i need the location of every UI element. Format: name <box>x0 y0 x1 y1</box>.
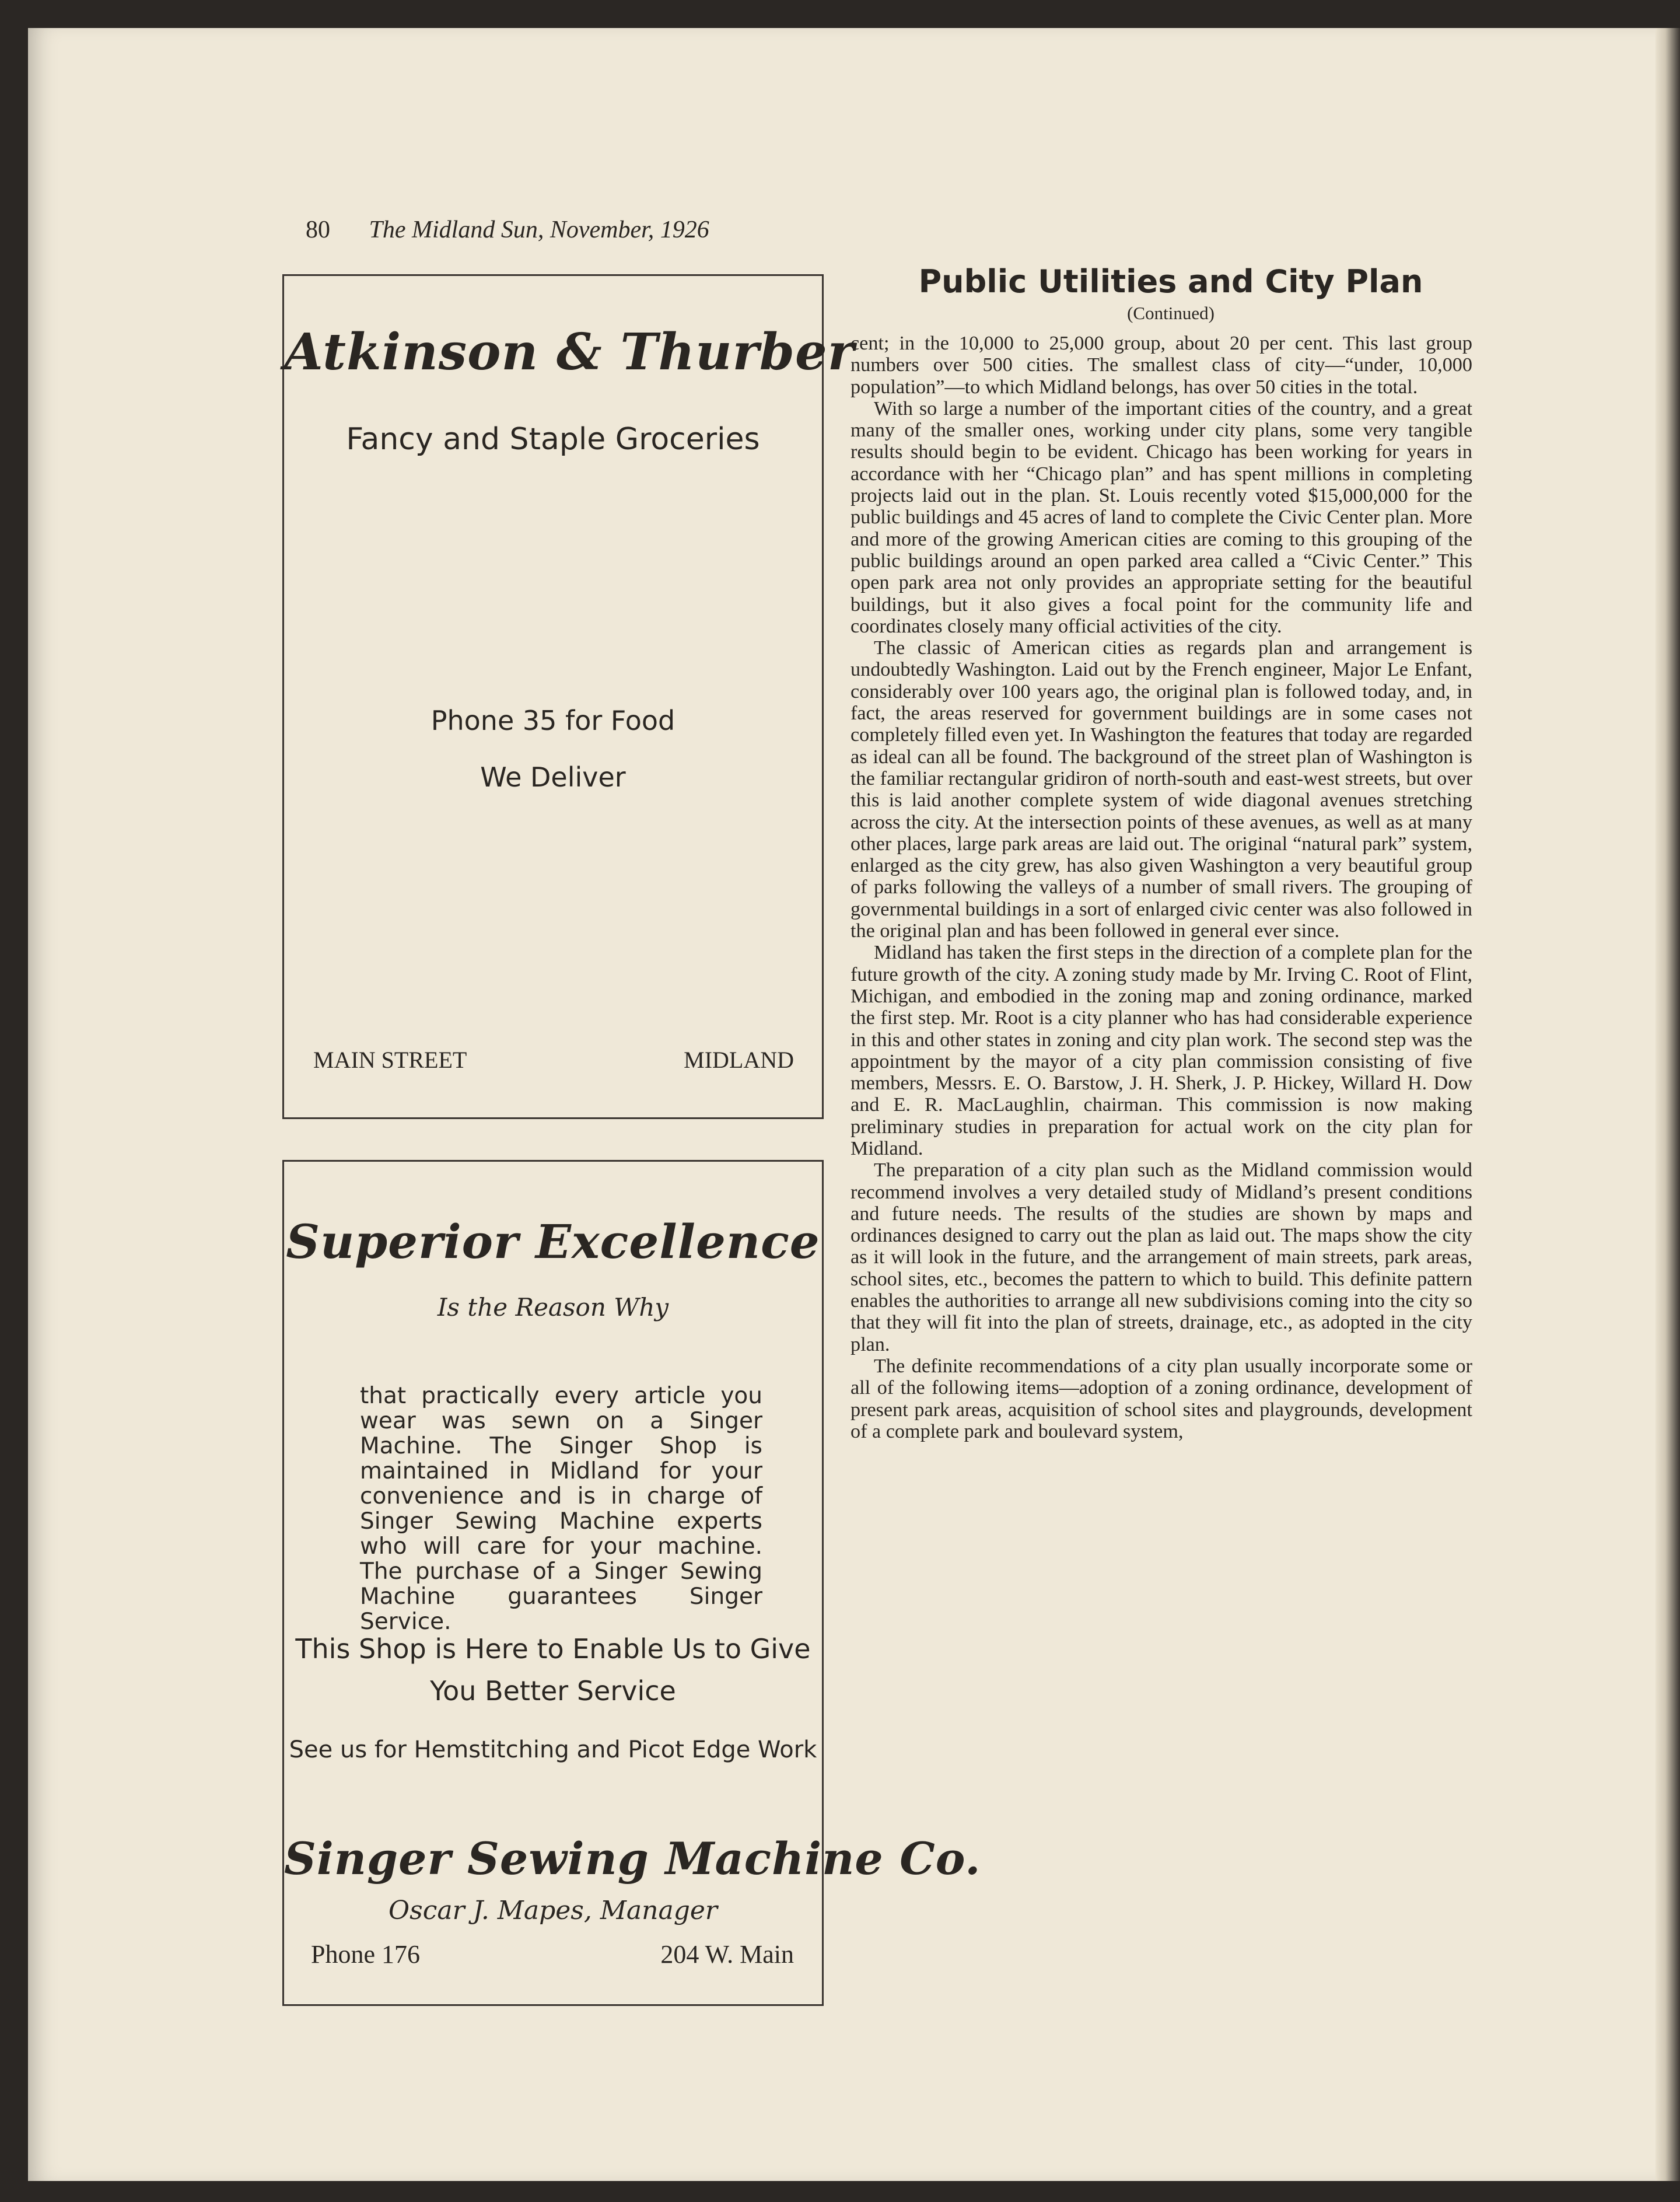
page-edge <box>1656 28 1680 2181</box>
ad-headline: Superior Excellence <box>286 1214 820 1269</box>
ad-street: MAIN STREET <box>313 1047 467 1073</box>
article-paragraph: The definite recommendations of a city plan usually incorporate some or all of the following items—adoption of a zoning ordinance, development of present park areas, acquisition of school sites and playgrounds, development of a complete park and boulevard system, <box>850 1355 1472 1442</box>
ad-phone: Phone 176 <box>311 1940 420 1969</box>
page-number: 80 <box>306 216 330 243</box>
article-paragraph: cent; in the 10,000 to 25,000 group, about 20 per cent. This last group numbers over 500 cities. The smallest class of city—“under, 10,000 population”—to which Midland belongs, has over 50 cities in the total. <box>850 333 1472 398</box>
ad-body-text: that practically every article you wear was sewn on a Singer Machine. The Singer Shop is maintained in Midland for your convenience and is in charge of Singer Sewing Machine experts who will care for your machine. The purchase of a Singer Sewing Machine guarantees Singer Service. <box>360 1383 762 1635</box>
ad-phone-line: Phone 35 for Food <box>430 705 676 736</box>
article-paragraph: Midland has taken the first steps in the direction of a complete plan for the future growth of the city. A zoning study made by Mr. Irving C. Root of Flint, Michigan, and embodied in the zoning map and zoning ordinance, marked the first step. Mr. Root is a city planner who has had considerable experience in this and other states in zoning and city plan work. The second step was the appointment by the mayor of a city plan commission consisting of five members, Messrs. E. O. Barstow, J. H. Sherk, J. P. Hickey, Willard H. Dow and E. R. MacLaughlin, chairman. This commission is now making preliminary studies in preparation for actual work on the city plan for Midland. <box>850 942 1472 1159</box>
ad-address: 204 W. Main <box>660 1940 794 1969</box>
ad-service-line-1: This Shop is Here to Enable Us to Give <box>295 1633 811 1665</box>
magazine-page <box>28 28 1656 2181</box>
publication-title: The Midland Sun, November, 1926 <box>369 216 709 243</box>
ad-subhead: Is the Reason Why <box>437 1293 669 1322</box>
ad-hemstitching-line: See us for Hemstitching and Picot Edge Work <box>289 1736 817 1763</box>
ad-service-line-2: You Better Service <box>430 1675 676 1707</box>
ad-company-name: Singer Sewing Machine Co. <box>284 1833 981 1885</box>
article-paragraph: The classic of American cities as regards plan and arrangement is undoubtedly Washington. Laid out by the French engineer, Major Le Enfant, considerably over 100 years ago, the original plan is followed today, and, in fact, the areas reserved for government buildings are in some cases not completely filled even yet. In Washington the features that today are regarded as ideal can all be found. The background of the street plan of Washington is the familiar rectangular gridiron of north-south and east-west streets, but over this is laid another complete system of wide diagonal avenues stretching across the city. At the intersection points of these avenues, as well as at many other places, large park areas are laid out. The original “natural park” system, enlarged as the city grew, has also given Washington a very beautiful group of parks following the valleys of a number of small rivers. The grouping of governmental buildings in a sort of enlarged civic center was also followed in the original plan and has been followed in general ever since. <box>850 637 1472 942</box>
singer-ad <box>282 1160 981 2006</box>
running-head <box>306 216 709 244</box>
article-title: Public Utilities and City Plan <box>918 263 1423 300</box>
article-paragraph: The preparation of a city plan such as the Midland commission would recommend involves a very detailed study of Midland’s present conditions and future needs. The results of the studies are shown by maps and ordinances designed to carry out the plan as laid out. The maps show the city as it will look in the future, and the arrangement of main streets, park areas, school sites, etc., becomes the pattern to which to build. This definite pattern enables the authorities to arrange all new subdivisions coming into the city so that they will fit into the plan of streets, drainage, etc., as adopted in the city plan. <box>850 1159 1472 1355</box>
article-continued: (Continued) <box>1127 303 1214 323</box>
ad-city: MIDLAND <box>684 1047 794 1073</box>
ad-deliver-line: We Deliver <box>480 761 626 793</box>
ad-business-name: Atkinson & Thurber <box>284 323 855 382</box>
ad-manager: Oscar J. Mapes, Manager <box>388 1896 718 1925</box>
atkinson-thurber-ad <box>282 274 855 1119</box>
article-body <box>850 333 1472 1442</box>
article-paragraph: With so large a number of the important cities of the country, and a great many of the smaller ones, working under city plans, some very tangible results should begin to be evident. Chicago has been working for years in accordance with her “Chicago plan” and has spent millions in completing projects laid out in the plan. St. Louis recently voted $15,000,000 for the public buildings and 45 acres of land to complete the Civic Center plan. More and more of the growing American cities are coming to this grouping of the public buildings around an open parked area called a “Civic Center.” This open park area not only provides an appropriate setting for the beautiful buildings, but it also gives a focal point for the community life and coordinates closely many official activities of the city. <box>850 397 1472 637</box>
ad-tagline: Fancy and Staple Groceries <box>346 422 760 457</box>
